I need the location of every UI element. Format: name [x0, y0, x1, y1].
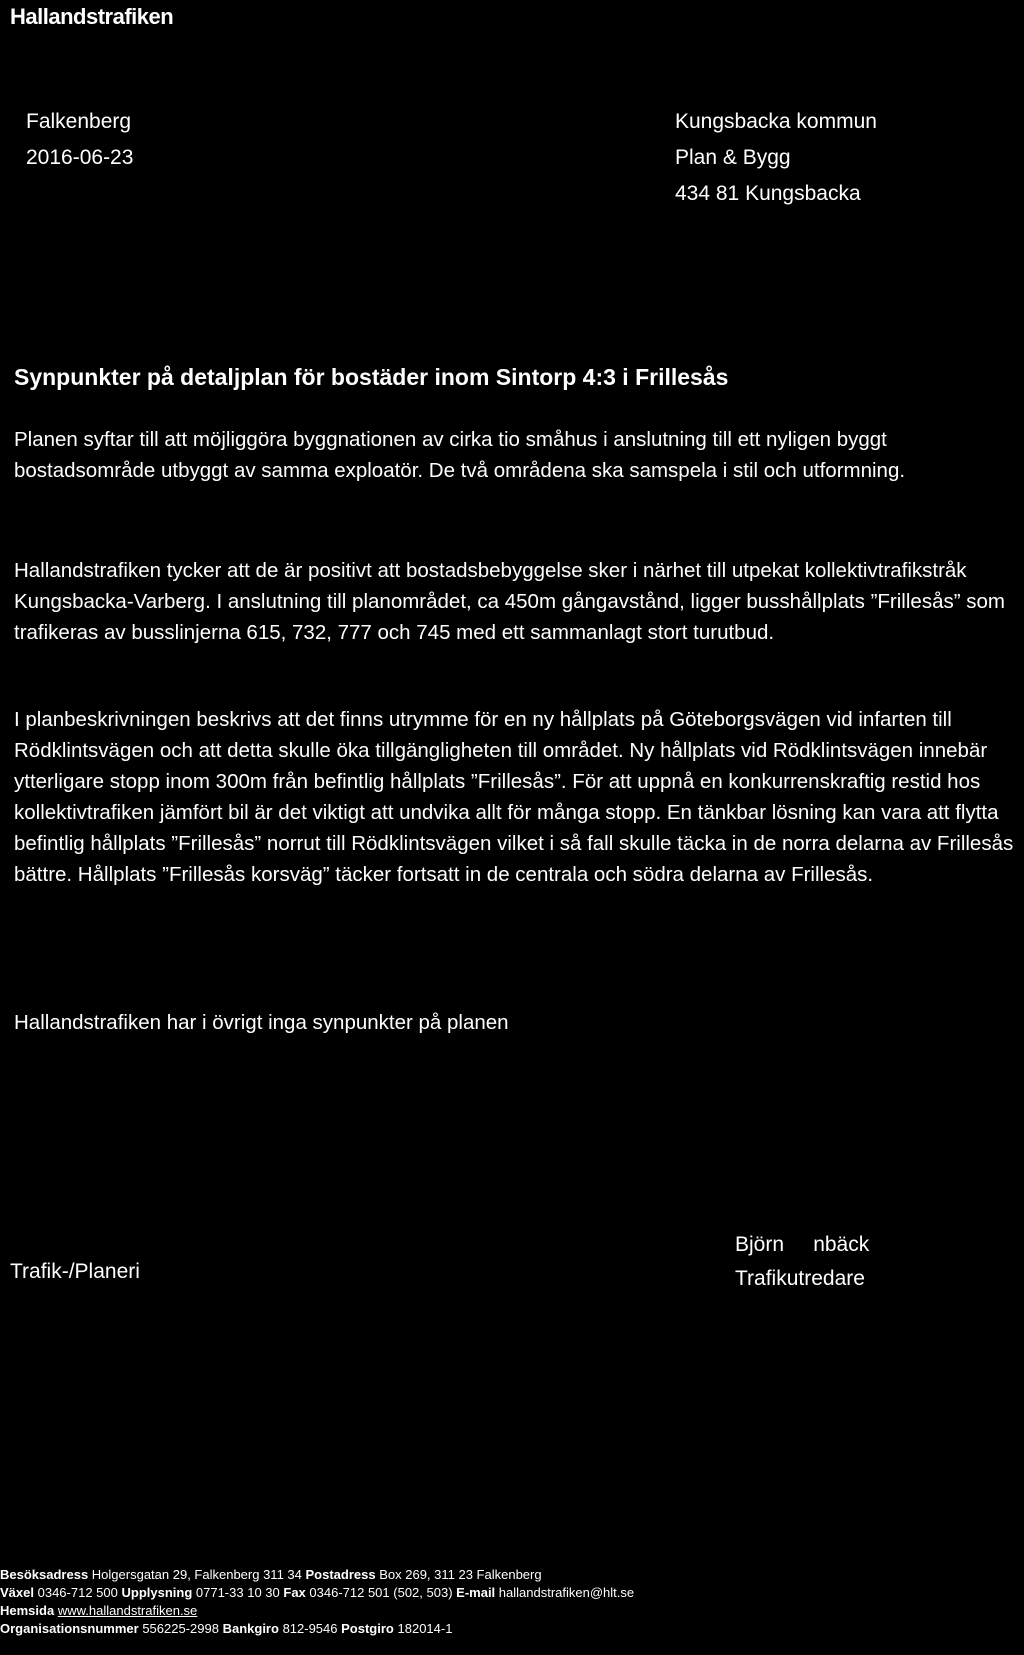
letter-footer	[0, 1566, 1024, 1638]
company-logo: Hallandstrafiken	[10, 4, 174, 29]
visit-address-value: Holgersgatan 29, Falkenberg 311 34	[91, 1567, 302, 1582]
fax-value: 0346-712 501 (502, 503)	[309, 1585, 453, 1600]
website-label: Hemsida	[0, 1603, 55, 1618]
recipient-line-3: 434 81 Kungsbacka	[675, 182, 861, 205]
org-number-value: 556225-2998	[142, 1621, 219, 1636]
website-link[interactable]: www.hallandstrafiken.se	[57, 1603, 198, 1618]
footer-line-2	[0, 1584, 1024, 1602]
postal-address-value: Box 269, 311 23 Falkenberg	[379, 1567, 542, 1582]
paragraph-3: I planbeskrivningen beskrivs att det finns utrymme för en ny hållplats på Göteborgsvägen vid infarten till Rödklintsvägen och att detta skulle öka tillgängligheten till området. Ny hållplats vid Rödklintsvägen innebär ytterligare stopp inom 300m från befintlig hållplats ”Frillesås”. För att uppnå en konkurrenskraftig restid hos kollektivtrafiken jämfört bil är det viktigt att undvika allt för många stopp. En tänkbar lösning kan vara att flytta befintlig hållplats ”Frillesås” norrut till Rödklintsvägen vilket i så fall skulle täcka in de norra delarna av Frillesås bättre. Hållplats ”Frillesås korsväg” täcker fortsatt in de centrala och södra delarna av Frillesås.	[14, 708, 1014, 886]
recipient-address	[675, 104, 877, 212]
paragraph-1: Planen syftar till att möjliggöra byggnationen av cirka tio småhus i anslutning till ett nyligen byggt bostadsområde utbyggt av samma exploatör. De två områdena ska samspela i stil och utformning.	[14, 428, 906, 482]
letter-heading: Synpunkter på detaljplan för bostäder inom Sintorp 4:3 i Frillesås	[14, 364, 729, 390]
email-label: E-mail	[456, 1585, 496, 1600]
bankgiro-label: Bankgiro	[222, 1621, 279, 1636]
paragraph-2: Hallandstrafiken tycker att de är positivt att bostadsbebyggelse sker i närhet till utpekat kollektivtrafikstråk Kungsbacka-Varberg. I anslutning till planområdet, ca 450m gångavstånd, ligger busshållplats ”Frillesås” som trafikeras av busslinjerna 615, 732, 777 och 745 med ett sammanlagt stort turutbud.	[14, 559, 1005, 644]
sender-block	[26, 104, 133, 176]
info-value: 0771-33 10 30	[195, 1585, 280, 1600]
email-value[interactable]: hallandstrafiken@hlt.se	[498, 1585, 635, 1600]
fax-label: Fax	[283, 1585, 306, 1600]
recipient-line-1: Kungsbacka kommun	[675, 110, 877, 133]
paragraph-4: Hallandstrafiken har i övrigt inga synpunkter på planen	[14, 1011, 509, 1034]
visit-address-label: Besöksadress	[0, 1567, 89, 1582]
info-label: Upplysning	[121, 1585, 193, 1600]
letter-date: 2016-06-23	[26, 146, 134, 169]
sender-city: Falkenberg	[26, 110, 132, 133]
footer-line-3	[0, 1602, 1024, 1620]
postal-address-label: Postadress	[305, 1567, 376, 1582]
org-number-label: Organisationsnummer	[0, 1621, 139, 1636]
bankgiro-value: 812-9546	[282, 1621, 338, 1636]
signature-left-title: Trafik-/Planeri	[10, 1260, 140, 1283]
footer-line-4	[0, 1620, 1024, 1638]
footer-line-1	[0, 1566, 1024, 1584]
signatory-name: Björn nbäck	[735, 1233, 870, 1256]
postgiro-value: 182014-1	[397, 1621, 453, 1636]
signatory-title: Trafikutredare	[735, 1267, 865, 1290]
postgiro-label: Postgiro	[341, 1621, 394, 1636]
switchboard-label: Växel	[0, 1585, 34, 1600]
signature-right	[735, 1228, 869, 1296]
recipient-line-2: Plan & Bygg	[675, 146, 791, 169]
switchboard-value: 0346-712 500	[37, 1585, 118, 1600]
